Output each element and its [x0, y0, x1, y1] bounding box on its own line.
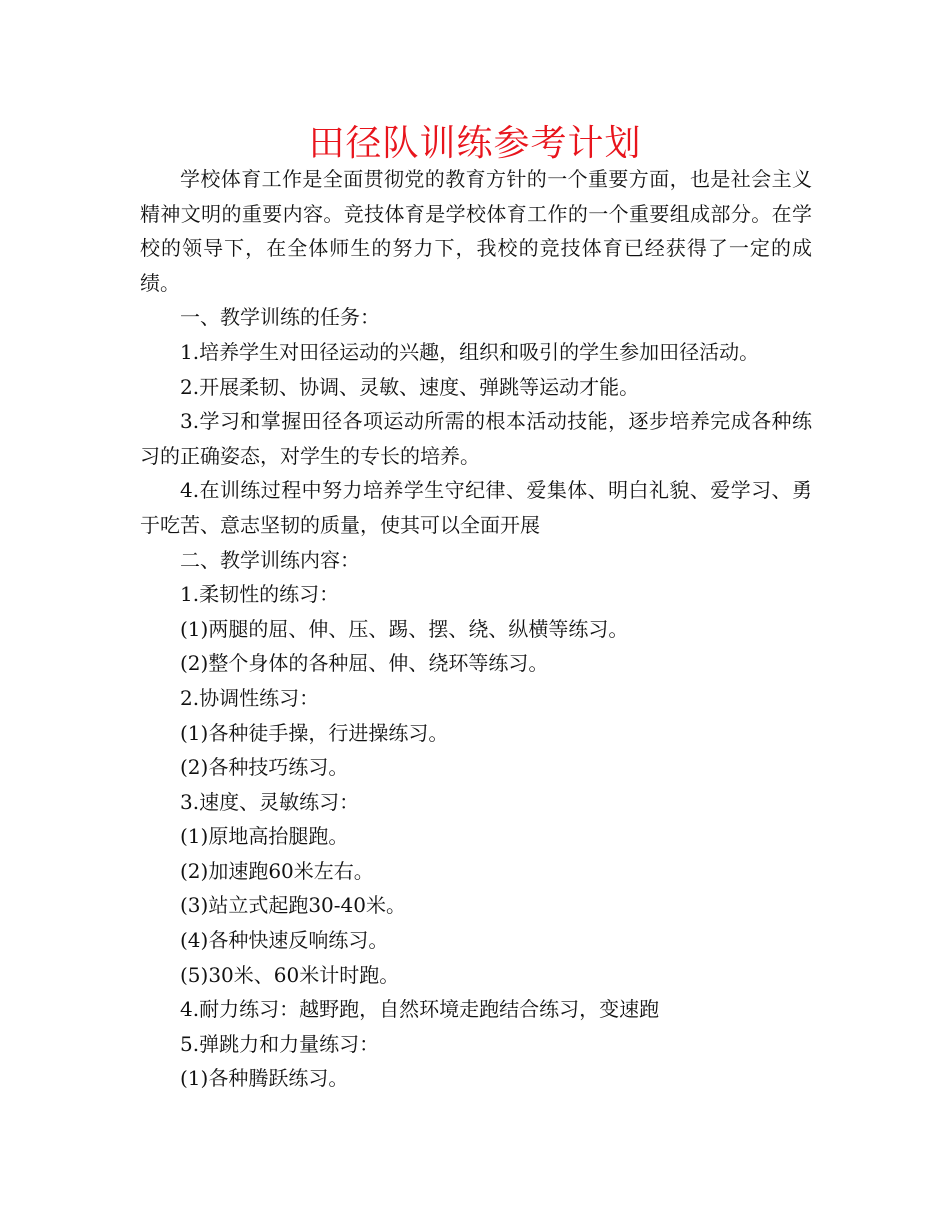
body-paragraph: 4.耐力练习：越野跑，自然环境走跑结合练习，变速跑: [180, 997, 660, 1022]
body-paragraph: 2.协调性练习：: [180, 685, 320, 710]
body-paragraph: 一、教学训练的任务：: [180, 305, 380, 330]
body-paragraph: (1)原地高抬腿跑。: [180, 824, 349, 849]
body-paragraph: (5)30米、60米计时跑。: [180, 962, 400, 987]
document-body: [140, 162, 812, 1096]
body-paragraph: 1.培养学生对田径运动的兴趣，组织和吸引的学生参加田径活动。: [180, 339, 760, 364]
body-paragraph: (1)两腿的屈、伸、压、踢、摆、绕、纵横等练习。: [180, 616, 629, 641]
body-paragraph: (2)加速跑60米左右。: [180, 858, 374, 883]
body-paragraph: (2)整个身体的各种屈、伸、绕环等练习。: [180, 651, 549, 676]
body-paragraph: (2)各种技巧练习。: [180, 755, 349, 780]
body-paragraph: 5.弹跳力和力量练习：: [180, 1031, 380, 1056]
body-paragraph: (1)各种徒手操，行进操练习。: [180, 720, 449, 745]
body-paragraph: 1.柔韧性的练习：: [180, 582, 340, 607]
document-title: 田径队训练参考计划: [308, 123, 642, 164]
body-paragraph: 4.在训练过程中努力培养学生守纪律、爱集体、明白礼貌、爱学习、勇于吃苦、意志坚韧的质量，使其可以全面开展: [140, 478, 812, 537]
body-paragraph: (3)站立式起跑30-40米。: [180, 893, 406, 918]
body-paragraph: (1)各种腾跃练习。: [180, 1066, 349, 1091]
body-paragraph: 二、教学训练内容：: [180, 547, 360, 572]
body-paragraph: (4)各种快速反响练习。: [180, 928, 389, 953]
body-paragraph: 3.学习和掌握田径各项运动所需的根本活动技能，逐步培养完成各种练习的正确姿态，对学生的专长的培养。: [140, 409, 812, 468]
body-paragraph: 2.开展柔韧、协调、灵敏、速度、弹跳等运动才能。: [180, 374, 640, 399]
body-paragraph: 3.速度、灵敏练习：: [180, 789, 360, 814]
body-paragraph: 学校体育工作是全面贯彻党的教育方针的一个重要方面，也是社会主义精神文明的重要内容。竞技体育是学校体育工作的一个重要组成部分。在学校的领导下，在全体师生的努力下，我校的竞技体育已经获得了一定的成绩。: [140, 167, 812, 295]
